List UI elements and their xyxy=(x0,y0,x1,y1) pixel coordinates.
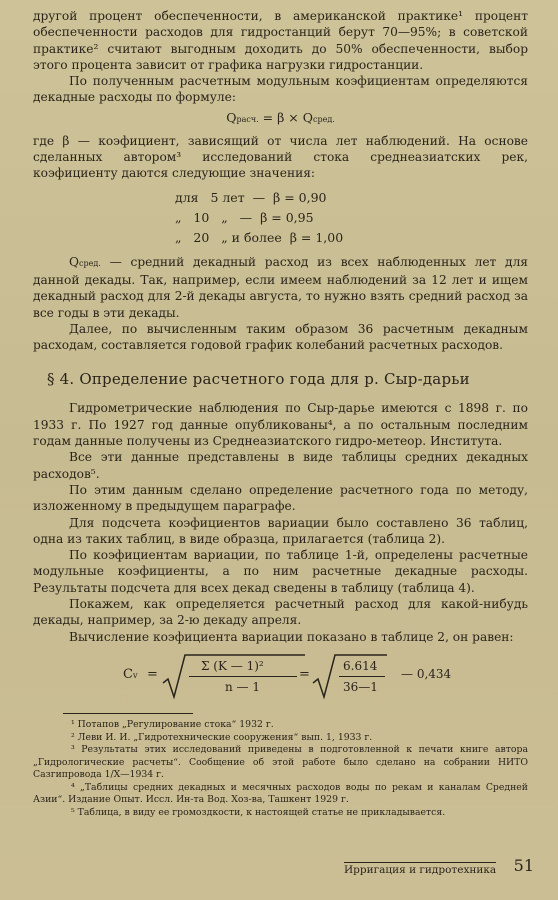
equals-sign-1: = xyxy=(147,666,158,682)
q-symbol-sub: сред. xyxy=(79,258,101,268)
denominator-1: n — 1 xyxy=(225,679,260,694)
q-symbol: Q xyxy=(69,254,79,269)
paragraph-7: Все эти данные представлены в виде таблицы средних декадных расходов⁵. xyxy=(33,450,528,481)
footnote-divider xyxy=(63,713,193,714)
formula-design-discharge xyxy=(33,109,528,127)
cv-symbol xyxy=(123,667,137,682)
footnote-3: ³ Результаты этих исследований приведены в подготовленной к печати книге автора „Гидрологические расчеты“. Сообщение об этой работе было сделано на собрании НИТО Сазгипровода 1/X—1934 г. xyxy=(33,744,528,781)
page-number: 51 xyxy=(513,856,534,875)
paragraph-1: другой процент обеспеченности, в американской практике¹ процент обеспеченности расходов для гидростанций берут 70—95%; в советской практике² считают выгодным доходить до 50% обеспеченности, выбор этого процента зависит от графика нагрузки гидростанции. xyxy=(33,9,528,72)
denominator-2: 36—1 xyxy=(343,679,378,694)
condition-row: для 5 лет — β = 0,90 xyxy=(175,189,327,205)
formula-rhs: = β × Q xyxy=(258,109,313,125)
numerator-1: Σ (K — 1)² xyxy=(201,658,264,673)
paragraph-3: где β — коэфициент, зависящий от числа лет наблюдений. На основе сделанных автором³ исследований стока среднеазиатских рек, коэфициенту даются следующие значения: xyxy=(33,133,528,181)
paragraph-5: Далее, по вычисленным таким образом 36 расчетным декадным расходам, составляется годовой график колебаний расчетных расходов. xyxy=(33,321,528,353)
condition-row: „ 10 „ — β = 0,95 xyxy=(175,209,314,225)
fraction-bar-2 xyxy=(339,676,385,677)
paragraph-4 xyxy=(33,254,528,321)
footnote-5: ⁵ Таблица, в виду ее громоздкости, к настоящей статье не прикладывается. xyxy=(71,807,446,819)
paragraph-4-text: — средний декадный расход из всех наблюденных лет для данной декады. Так, например, если имеем наблюдений за 12 лет и ищем декадный расход для 2-й декады августа, то нужно взять средний расход за все годы в эти декады. xyxy=(33,254,528,320)
paragraph-8: По этим данным сделано определение расчетного года по методу, изложенному в предыдущем параграфе. xyxy=(33,482,528,514)
journal-title: Ирригация и гидротехника xyxy=(344,864,497,876)
paragraph-12: Вычисление коэфициента вариации показано в таблице 2, он равен: xyxy=(69,629,514,644)
formula-lhs: Q xyxy=(226,109,237,125)
equals-sign-2: = xyxy=(299,666,310,682)
formula-variation-coefficient xyxy=(33,649,528,703)
formula-lhs-sub: расч. xyxy=(236,114,259,124)
footnote-4: ⁴ „Таблицы средних декадных и месячных расходов воды по рекам и каналам Средней Азии“. Издание Опыт. Иссл. Ин-та Вод. Хоз-ва, Ташкент 1929 г. xyxy=(33,781,528,806)
formula-rhs-sub: сред. xyxy=(312,114,335,124)
paragraph-11: Покажем, как определяется расчетный расход для какой-нибудь декады, например, за 2-ю декаду апреля. xyxy=(33,597,528,628)
footnote-1: ¹ Потапов „Регулирование стока“ 1932 г. xyxy=(71,718,274,730)
paragraph-10: По коэфициентам вариации, по таблице 1-й, определены расчетные модульные коэфициенты, а по ним расчетные декадные расходы. Результаты подсчета для всех декад сведены в таблицу (таблица 4). xyxy=(33,548,528,595)
numerator-2: 6.614 xyxy=(343,658,378,673)
page-footer xyxy=(344,858,534,880)
beta-conditions xyxy=(175,188,528,248)
section-heading: § 4. Определение расчетного года для р. Сыр-дарьи xyxy=(47,370,470,389)
cv-letter: C xyxy=(123,666,133,682)
paragraph-2: По полученным расчетным модульным коэфициентам определяются декадные расходы по формуле: xyxy=(33,74,528,105)
cv-sub: v xyxy=(132,670,138,680)
footnote-2: ² Леви И. И. „Гидротехнические сооружения“ вып. 1, 1933 г. xyxy=(71,731,373,743)
condition-row: „ 20 „ и более β = 1,00 xyxy=(175,229,344,245)
formula-result: — 0,434 xyxy=(401,666,452,681)
paragraph-9: Для подсчета коэфициентов вариации было составлено 36 таблиц, одна из таких таблиц, в виде образца, прилагается (таблица 2). xyxy=(33,515,528,546)
paragraph-6: Гидрометрические наблюдения по Сыр-дарье имеются с 1898 г. по 1933 г. По 1927 год данные опубликованы⁴, а по остальным последним годам данные получены из Среднеазиатского гидро-метеор. Института. xyxy=(33,401,528,449)
fraction-bar-1 xyxy=(189,676,297,677)
